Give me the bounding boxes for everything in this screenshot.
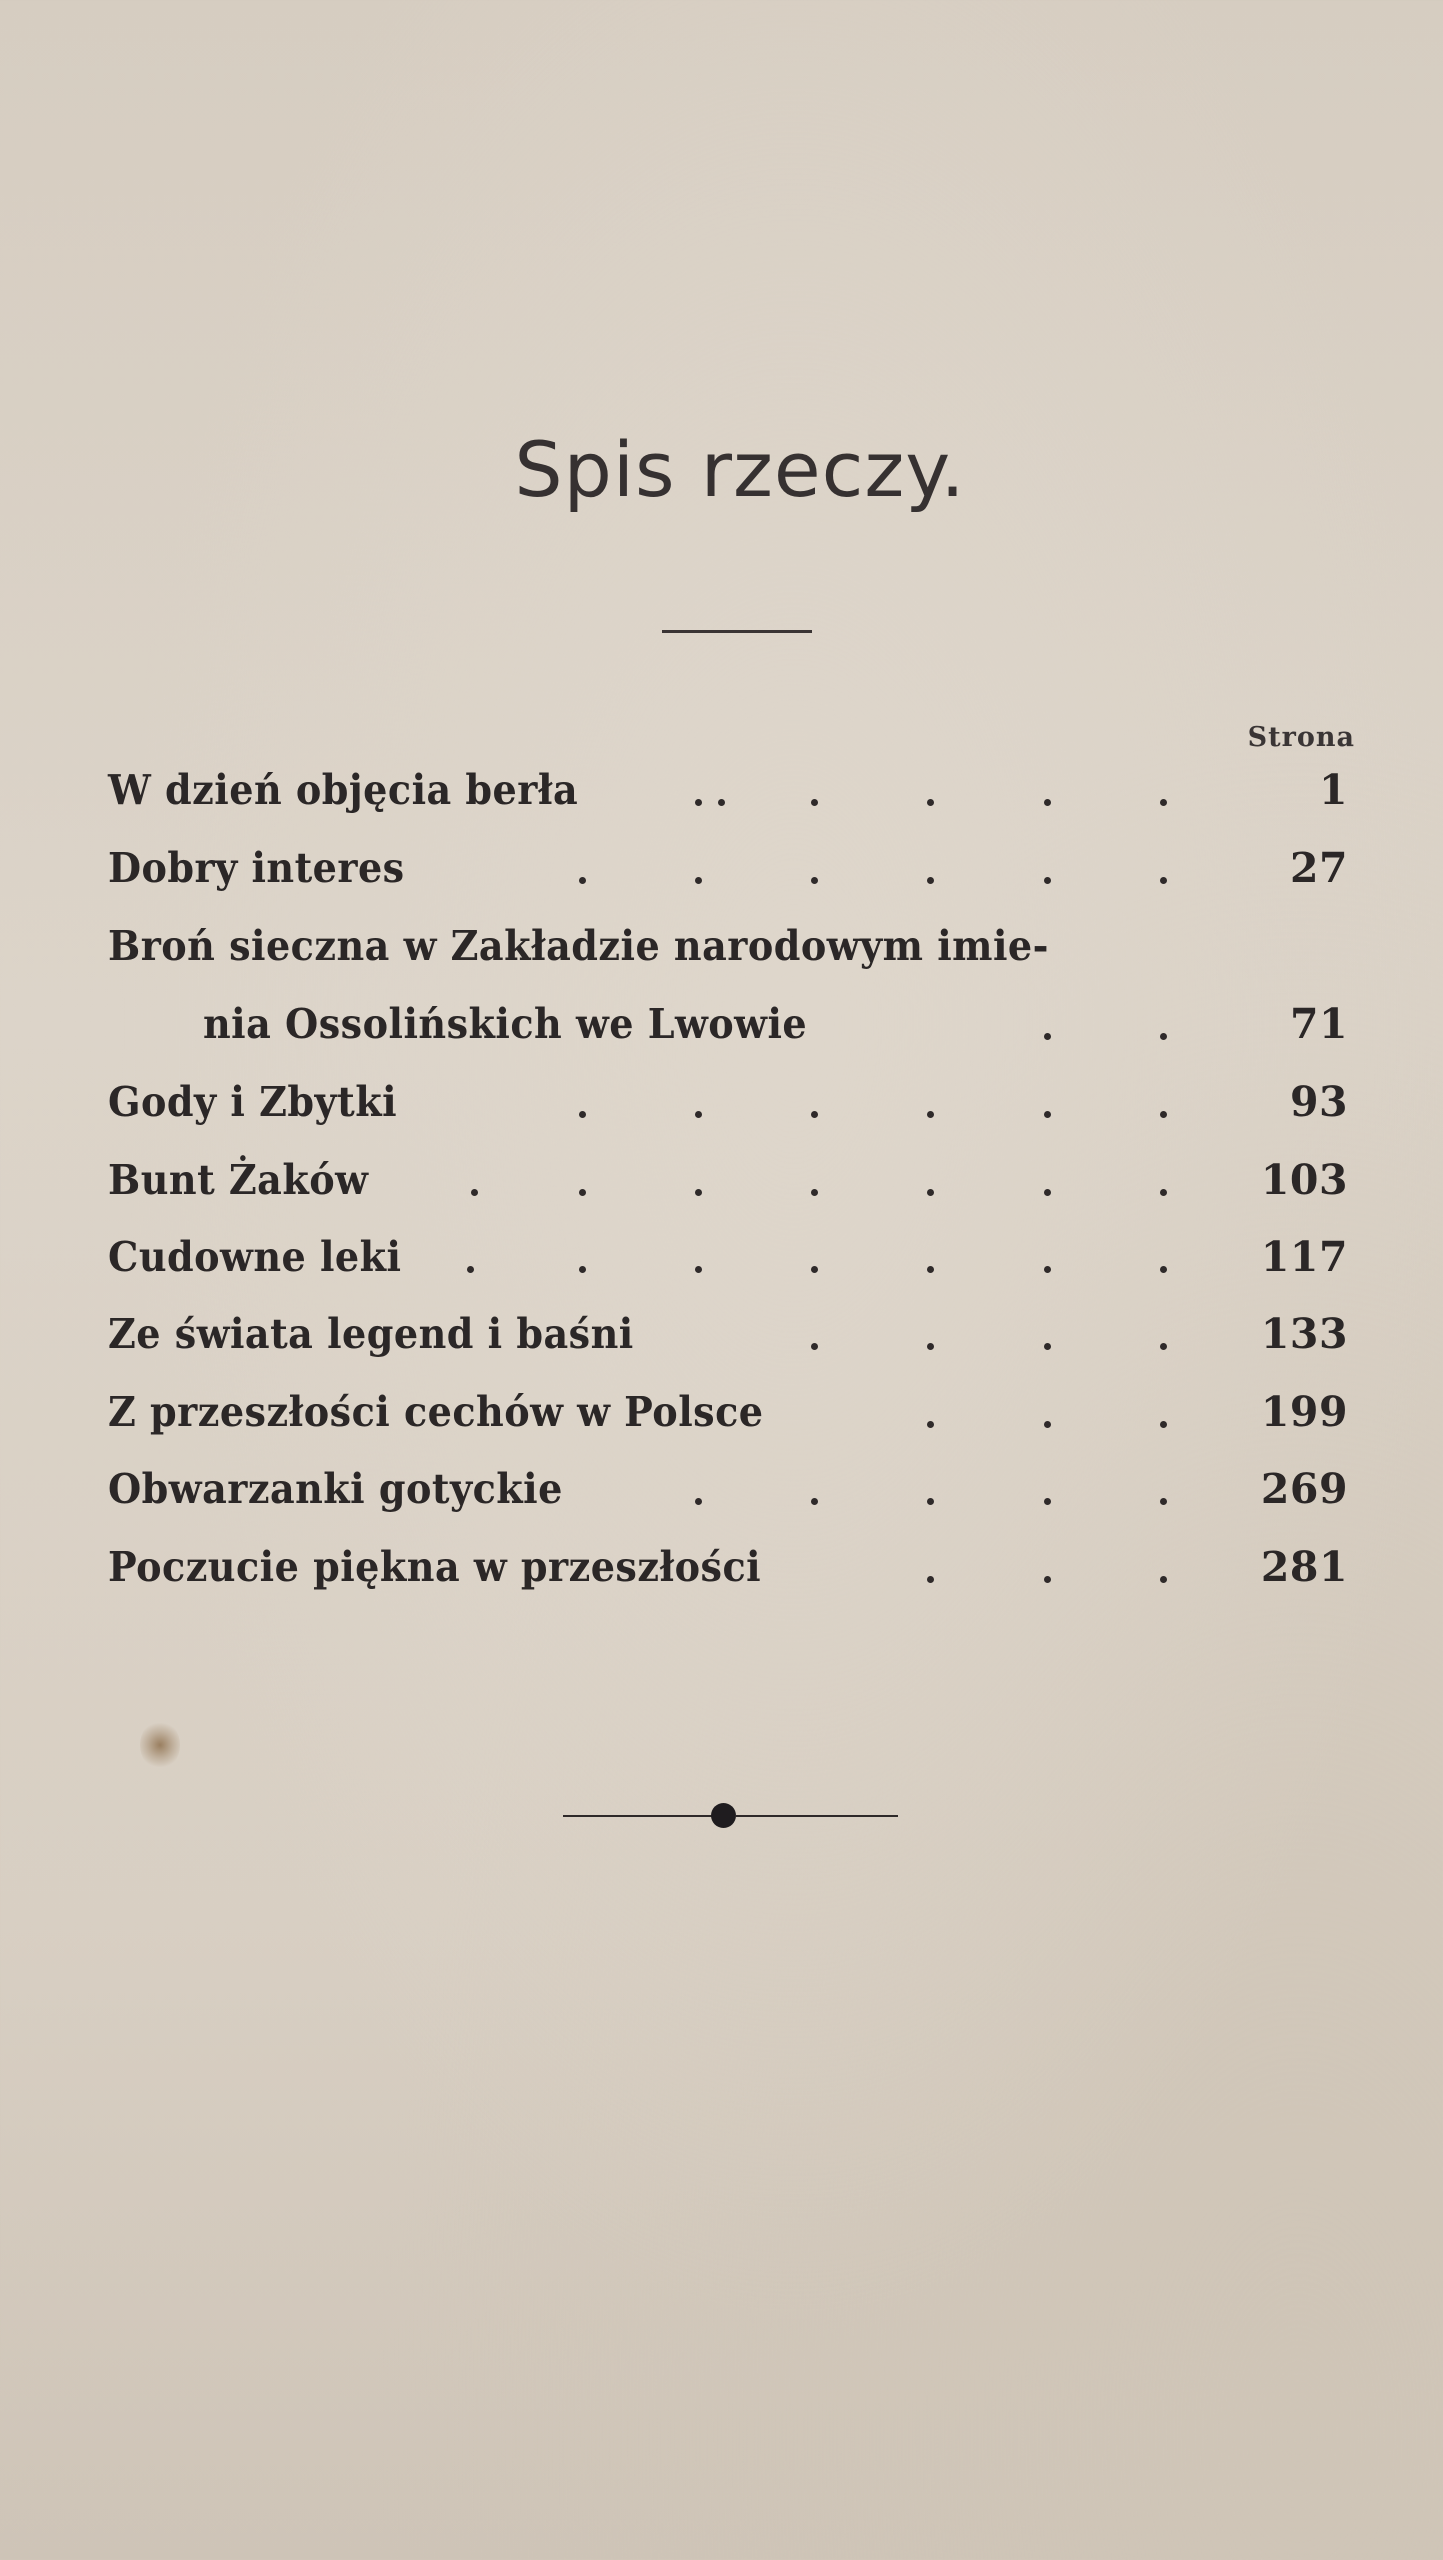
leader-dot [811, 1498, 818, 1505]
entry-page: 71 [1289, 1000, 1348, 1048]
toc-entry [108, 1382, 1348, 1442]
toc-entry [108, 916, 1348, 976]
toc-entry [108, 1150, 1348, 1210]
leader-dot [1160, 1498, 1167, 1505]
leader-dot [927, 1266, 934, 1273]
leader-dot [927, 877, 934, 884]
leader-dot [1044, 799, 1051, 806]
leader-dot [1160, 1189, 1167, 1196]
entry-title: Poczucie piękna w przeszłości [108, 1543, 762, 1591]
entry-title: Ze świata legend i baśni [108, 1310, 634, 1358]
entry-title: nia Ossolińskich we Lwowie [203, 1000, 808, 1048]
leader-dot [927, 1189, 934, 1196]
leader-dot [718, 799, 725, 806]
leader-dot [927, 1111, 934, 1118]
leader-dot [1160, 1111, 1167, 1118]
leader-dot [579, 1189, 586, 1196]
leader-dot [927, 1421, 934, 1428]
entry-page: 117 [1260, 1233, 1348, 1281]
leader-dot [1160, 1343, 1167, 1350]
leader-dot [579, 1111, 586, 1118]
entry-page: 27 [1289, 844, 1348, 892]
entry-page: 103 [1260, 1156, 1348, 1204]
toc-entry [108, 1072, 1348, 1132]
entry-title: Bunt Żaków [108, 1156, 369, 1204]
leader-dot [927, 1343, 934, 1350]
leader-dot [467, 1266, 474, 1273]
leader-dot [695, 1498, 702, 1505]
entry-page: 133 [1260, 1310, 1348, 1358]
toc-entry-continuation [108, 994, 1348, 1054]
page-title: Spis rzeczy. [514, 425, 966, 514]
leader-dot [1044, 1576, 1051, 1583]
leader-dot [1160, 799, 1167, 806]
entry-title: Z przeszłości cechów w Polsce [108, 1388, 764, 1436]
entry-title: Cudowne leki [108, 1233, 402, 1281]
entry-page: 281 [1260, 1543, 1348, 1591]
toc-entry [108, 1304, 1348, 1364]
leader-dot [811, 1343, 818, 1350]
leader-dot [811, 877, 818, 884]
entry-title: Obwarzanki gotyckie [108, 1465, 563, 1513]
toc-entry [108, 760, 1348, 820]
leader-dot [927, 1576, 934, 1583]
entry-page: 199 [1260, 1388, 1348, 1436]
page-stain [140, 1720, 180, 1770]
leader-dot [695, 877, 702, 884]
leader-dot [1044, 1266, 1051, 1273]
toc-entry [108, 1459, 1348, 1519]
leader-dot [811, 1111, 818, 1118]
leader-dot [1044, 877, 1051, 884]
leader-dot [1160, 877, 1167, 884]
leader-dot [579, 877, 586, 884]
leader-dot [695, 799, 702, 806]
leader-dot [927, 1498, 934, 1505]
leader-dot [1044, 1343, 1051, 1350]
entry-page: 269 [1260, 1465, 1348, 1513]
entry-title: Dobry interes [108, 844, 405, 892]
leader-dot [695, 1189, 702, 1196]
leader-dot [1160, 1576, 1167, 1583]
toc-entry [108, 838, 1348, 898]
toc-entry [108, 1227, 1348, 1287]
leader-dot [1160, 1033, 1167, 1040]
leader-dot [1044, 1421, 1051, 1428]
entry-title: W dzień objęcia berła [108, 766, 579, 814]
toc-entry [108, 1537, 1348, 1597]
leader-dot [1044, 1189, 1051, 1196]
leader-dot [811, 1189, 818, 1196]
entry-page: 93 [1289, 1078, 1348, 1126]
leader-dot [695, 1111, 702, 1118]
ornament-line-right [735, 1815, 898, 1817]
entry-page: 1 [1318, 766, 1348, 814]
entry-title: Broń sieczna w Zakładzie narodowym imie- [108, 922, 1049, 970]
leader-dot [695, 1266, 702, 1273]
leader-dot [1044, 1498, 1051, 1505]
page-column-header: Strona [1247, 722, 1355, 753]
leader-dot [927, 799, 934, 806]
title-rule [662, 630, 812, 633]
ornament-line-left [563, 1815, 713, 1817]
leader-dot [579, 1266, 586, 1273]
entry-title: Gody i Zbytki [108, 1078, 398, 1126]
leader-dot [471, 1189, 478, 1196]
leader-dot [1044, 1033, 1051, 1040]
leader-dot [1160, 1266, 1167, 1273]
leader-dot [1160, 1421, 1167, 1428]
leader-dot [811, 799, 818, 806]
ornament-dot [711, 1803, 736, 1828]
leader-dot [811, 1266, 818, 1273]
leader-dot [1044, 1111, 1051, 1118]
